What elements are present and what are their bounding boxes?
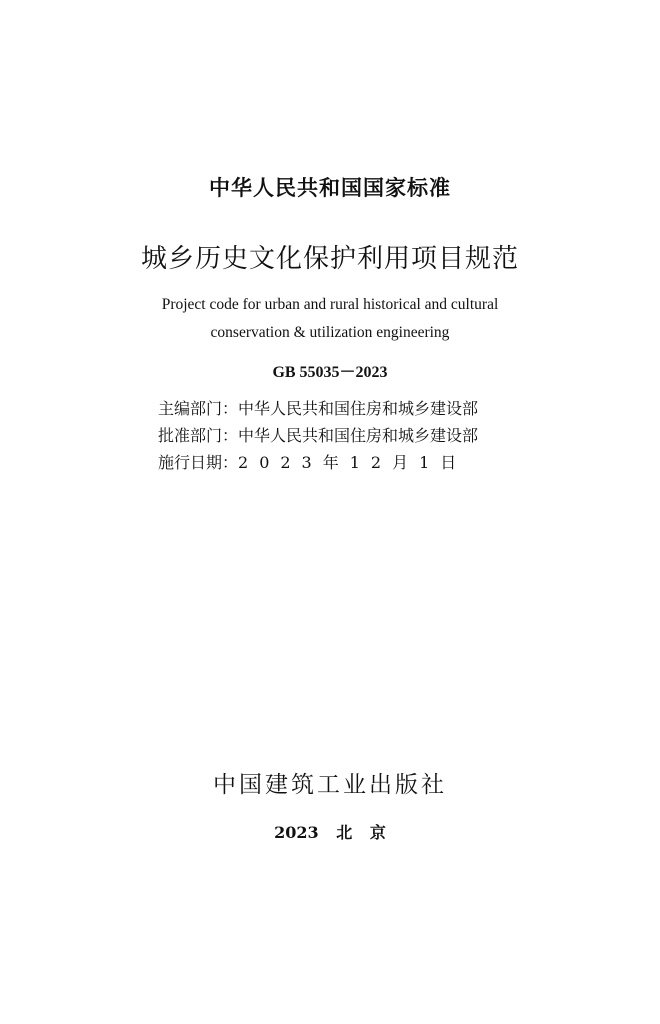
info-row-effective-date <box>158 449 598 476</box>
info-row-approver <box>158 422 598 449</box>
info-block <box>158 395 598 476</box>
effective-date-value: 2023年12月1日 <box>238 453 468 472</box>
editor-label: 主编部门： <box>158 399 239 418</box>
info-row-editor <box>158 395 598 422</box>
publication-year-place: 2023 北 京 <box>274 823 386 842</box>
approver-label: 批准部门： <box>158 426 239 445</box>
effective-date-label: 施行日期： <box>158 453 239 472</box>
title-en-line-2: conservation & utilization engineering <box>210 324 450 341</box>
document-title-cn: 城乡历史文化保护利用项目规范 <box>140 244 519 274</box>
editor-value: 中华人民共和国住房和城乡建设部 <box>238 399 479 418</box>
document-title-en <box>0 291 660 347</box>
standard-code: GB 55035－2023 <box>272 364 388 381</box>
approver-value: 中华人民共和国住房和城乡建设部 <box>238 426 479 445</box>
national-standard-heading: 中华人民共和国国家标准 <box>209 176 451 200</box>
publisher-name: 中国建筑工业出版社 <box>213 772 447 798</box>
title-en-line-1: Project code for urban and rural historical and cultural <box>161 296 499 313</box>
